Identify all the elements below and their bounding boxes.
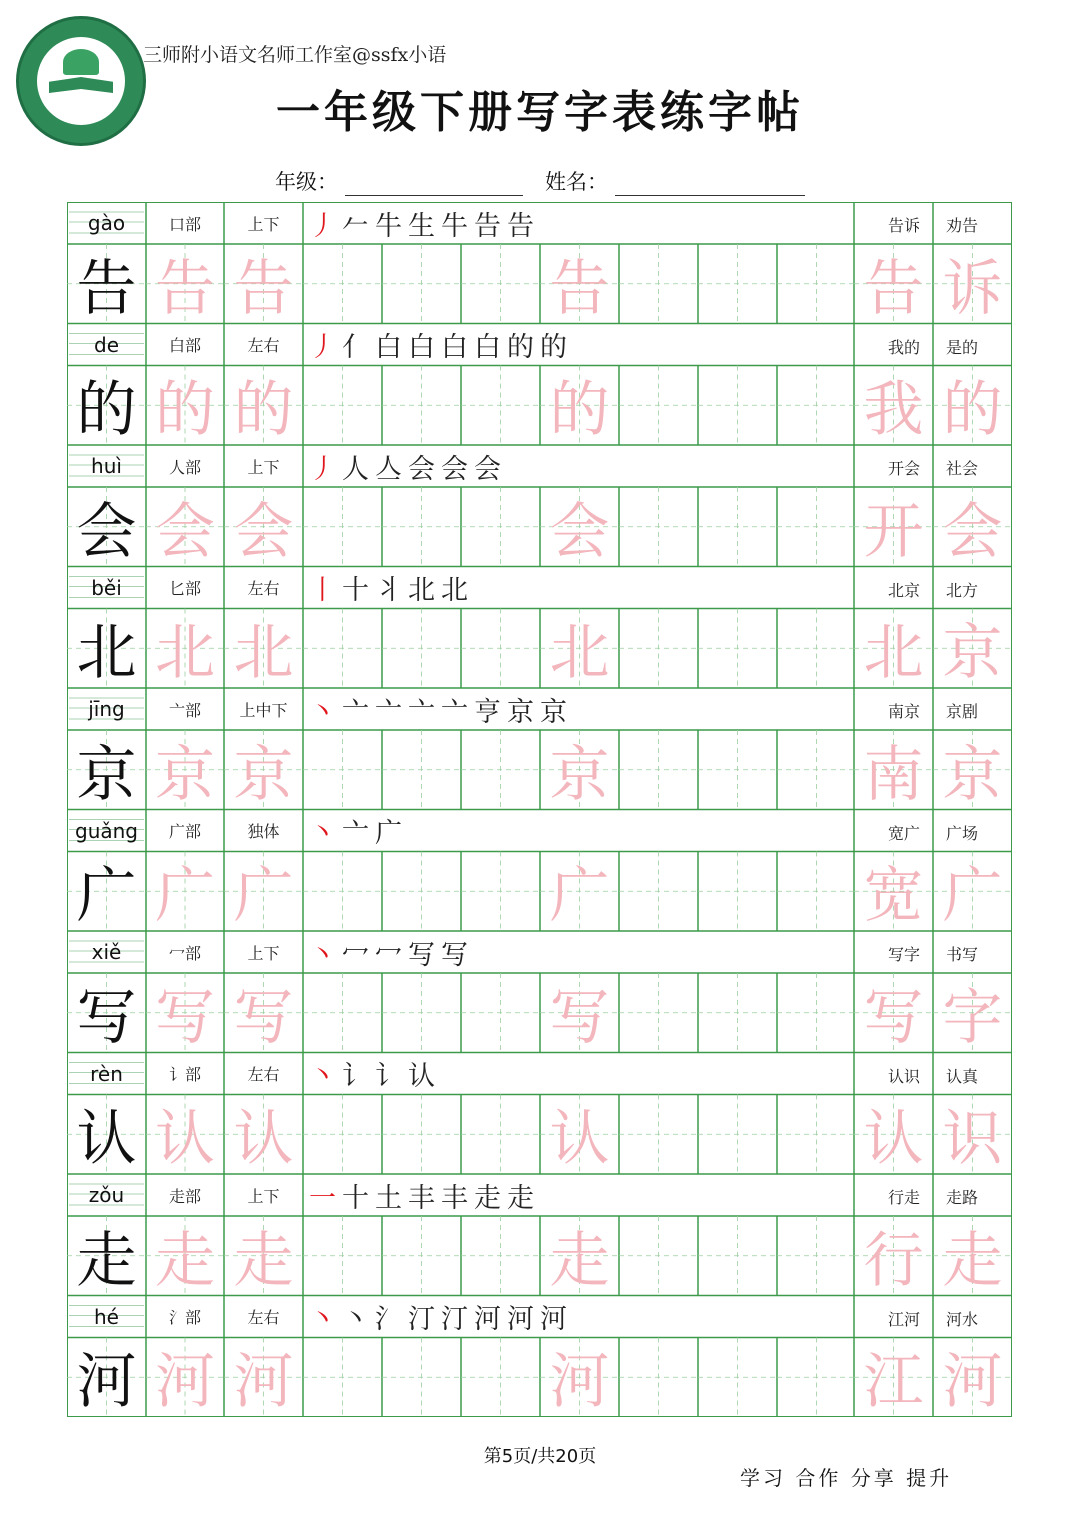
stroke-step: 丶 (309, 939, 336, 971)
stroke-step: 京 (540, 696, 567, 728)
model-character: 北 (76, 618, 137, 689)
practice-square[interactable] (619, 1216, 698, 1296)
stroke-order (309, 202, 534, 244)
trace-character: 认 (155, 1104, 215, 1175)
stroke-step: 会 (408, 453, 435, 485)
practice-square[interactable] (461, 730, 540, 810)
stroke-step: 河 (507, 1304, 534, 1335)
stroke-step: 亻 (342, 332, 369, 363)
practice-square[interactable] (461, 1216, 540, 1296)
trace-character: 走 (233, 1225, 294, 1296)
stroke-step: 的 (540, 332, 567, 363)
example-word: 江河 (887, 1309, 920, 1329)
word-trace-character: 识 (942, 1104, 1003, 1175)
stroke-step: 人 (342, 453, 369, 485)
stroke-step: 白 (375, 332, 402, 363)
structure-label: 上下 (247, 214, 280, 234)
practice-square[interactable] (461, 366, 540, 446)
stroke-step: 丰 (441, 1182, 468, 1214)
practice-square[interactable] (698, 487, 777, 567)
stroke-step: 丿 (309, 453, 336, 485)
practice-square[interactable] (382, 609, 461, 689)
practice-square[interactable] (777, 609, 856, 689)
word-trace-character: 南 (863, 739, 924, 810)
practice-square[interactable] (698, 1216, 777, 1296)
example-word: 南京 (887, 702, 920, 721)
stroke-step: 土 (375, 1182, 402, 1214)
practice-square[interactable] (777, 1338, 856, 1418)
trace-character: 写 (233, 982, 294, 1053)
practice-square[interactable] (303, 852, 382, 932)
practice-square[interactable] (619, 973, 698, 1053)
radical-label: 匕部 (168, 579, 201, 598)
example-word: 是的 (946, 337, 979, 357)
trace-character: 京 (233, 739, 294, 810)
practice-square[interactable] (461, 1338, 540, 1418)
stroke-step: 牛 (441, 210, 468, 242)
trace-character: 认 (549, 1104, 610, 1175)
grade-line[interactable] (345, 173, 523, 196)
practice-square[interactable] (382, 730, 461, 810)
example-word: 北京 (887, 580, 920, 600)
stroke-step: 冖 (342, 939, 369, 971)
model-character: 河 (76, 1347, 137, 1418)
structure-label: 上中下 (239, 700, 288, 720)
stroke-step: 亠 (342, 818, 369, 849)
example-word: 我的 (887, 337, 920, 357)
practice-square[interactable] (382, 1095, 461, 1175)
practice-square[interactable] (619, 1338, 698, 1418)
stroke-step: 广 (375, 818, 402, 849)
stroke-step: 丰 (408, 1182, 435, 1214)
practice-square[interactable] (619, 244, 698, 324)
stroke-step: 亠 (375, 696, 402, 728)
example-word: 开会 (887, 459, 920, 478)
example-word: 认识 (887, 1066, 920, 1086)
word-trace-character: 会 (942, 496, 1003, 567)
structure-label: 左右 (247, 1065, 280, 1084)
structure-label: 左右 (247, 1308, 280, 1327)
radical-label: 亠部 (168, 700, 201, 720)
practice-square[interactable] (461, 852, 540, 932)
pinyin-label: hé (94, 1304, 119, 1329)
stroke-step: 汀 (408, 1304, 435, 1335)
radical-label: 冖部 (168, 943, 201, 963)
stroke-step: 告 (507, 210, 534, 242)
word-trace-character: 河 (942, 1347, 1003, 1418)
radical-label: 氵部 (168, 1308, 201, 1327)
structure-label: 上下 (247, 1186, 280, 1206)
practice-square[interactable] (461, 1095, 540, 1175)
stroke-step: 丿 (309, 210, 336, 242)
example-word: 河水 (946, 1309, 979, 1329)
practice-square[interactable] (777, 730, 856, 810)
practice-square[interactable] (698, 973, 777, 1053)
practice-square[interactable] (619, 1095, 698, 1175)
stroke-order (309, 1296, 567, 1338)
practice-square[interactable] (698, 244, 777, 324)
trace-character: 走 (155, 1225, 215, 1296)
stroke-step: 会 (441, 453, 468, 485)
stroke-step: 丶 (309, 818, 336, 849)
practice-square[interactable] (303, 973, 382, 1053)
logo-tree-icon (63, 49, 99, 75)
practice-square[interactable] (619, 609, 698, 689)
trace-character: 广 (233, 861, 294, 932)
trace-character: 北 (233, 618, 294, 689)
stroke-step: 北 (408, 575, 435, 606)
grade-label: 年级： (275, 170, 338, 194)
stroke-step: 十 (342, 575, 369, 606)
practice-square[interactable] (382, 366, 461, 446)
page-number: 第5页/共20页 (483, 1446, 597, 1467)
example-words (854, 335, 1012, 358)
name-line[interactable] (615, 173, 805, 196)
pinyin-label: huì (91, 454, 122, 478)
example-words (854, 1307, 1012, 1330)
trace-character: 京 (155, 739, 215, 810)
trace-character: 告 (155, 253, 215, 324)
practice-square[interactable] (382, 487, 461, 567)
trace-character: 北 (549, 618, 610, 689)
trace-character: 广 (549, 861, 610, 932)
stroke-step: 牛 (375, 210, 402, 242)
practice-square[interactable] (777, 487, 856, 567)
practice-square[interactable] (303, 1338, 382, 1418)
trace-character: 京 (549, 739, 610, 810)
stroke-order (309, 567, 468, 609)
practice-square[interactable] (619, 730, 698, 810)
example-word: 走路 (946, 1188, 979, 1207)
pinyin-label: de (94, 332, 119, 357)
stroke-step: 走 (474, 1182, 501, 1214)
pinyin-label: zǒu (88, 1183, 125, 1207)
pinyin-label: jīng (88, 697, 125, 721)
model-character: 认 (76, 1104, 137, 1175)
name-label: 姓名： (545, 170, 608, 194)
model-character: 告 (76, 253, 137, 324)
word-trace-character: 开 (863, 496, 924, 567)
studio-name: 三师附小语文名师工作室@ssfx小语 (143, 44, 447, 66)
stroke-order (309, 445, 501, 487)
example-words (854, 1064, 1012, 1087)
practice-square[interactable] (619, 852, 698, 932)
practice-square[interactable] (698, 1095, 777, 1175)
pinyin-label: guǎng (75, 818, 138, 843)
example-word: 广场 (946, 823, 979, 843)
example-words (854, 699, 1012, 722)
example-words (854, 821, 1012, 844)
stroke-step: 丶 (342, 1304, 369, 1335)
practice-square[interactable] (619, 487, 698, 567)
example-word: 写字 (887, 945, 920, 964)
radical-label: 走部 (168, 1186, 201, 1206)
stroke-step: 走 (507, 1182, 534, 1214)
word-trace-character: 的 (942, 375, 1003, 446)
practice-square[interactable] (303, 1216, 382, 1296)
practice-sheet (67, 202, 1012, 1417)
word-trace-character: 诉 (942, 253, 1003, 324)
stroke-step: 写 (441, 939, 468, 971)
stroke-step: 亠 (441, 696, 468, 728)
stroke-step: 冖 (375, 939, 402, 971)
practice-square[interactable] (382, 1216, 461, 1296)
practice-square[interactable] (382, 852, 461, 932)
practice-square[interactable] (698, 609, 777, 689)
pinyin-label: gào (87, 211, 126, 235)
word-trace-character: 认 (863, 1104, 924, 1175)
stroke-step: 北 (441, 575, 468, 606)
pinyin-label: rèn (90, 1061, 123, 1086)
structure-label: 左右 (247, 336, 280, 355)
practice-square[interactable] (777, 366, 856, 446)
stroke-step: 会 (474, 453, 501, 485)
practice-square[interactable] (619, 366, 698, 446)
practice-square[interactable] (303, 1095, 382, 1175)
practice-square[interactable] (698, 852, 777, 932)
stroke-step: 亼 (375, 453, 402, 485)
word-trace-character: 我 (863, 375, 924, 446)
trace-character: 写 (549, 982, 610, 1053)
trace-character: 会 (233, 496, 294, 567)
trace-character: 告 (233, 253, 294, 324)
word-trace-character: 走 (942, 1225, 1003, 1296)
pinyin-label: běi (91, 575, 122, 600)
trace-character: 的 (549, 375, 610, 446)
model-character: 广 (76, 861, 137, 932)
trace-character: 广 (155, 861, 215, 932)
practice-square[interactable] (777, 244, 856, 324)
radical-label: 广部 (168, 822, 201, 841)
practice-square[interactable] (461, 487, 540, 567)
radical-label: 讠部 (168, 1065, 201, 1084)
stroke-order (309, 324, 567, 366)
stroke-step: 讠 (342, 1061, 369, 1092)
word-trace-character: 江 (863, 1347, 924, 1418)
stroke-step: 写 (408, 939, 435, 971)
practice-square[interactable] (461, 244, 540, 324)
word-trace-character: 写 (863, 982, 924, 1053)
practice-square[interactable] (461, 609, 540, 689)
stroke-step: 白 (441, 332, 468, 363)
stroke-step: 白 (408, 332, 435, 363)
structure-label: 上下 (247, 943, 280, 963)
name-field (545, 166, 805, 196)
trace-character: 会 (155, 496, 215, 567)
stroke-step: 丨 (309, 575, 336, 606)
example-word: 告诉 (887, 216, 920, 235)
stroke-step: 亠 (342, 696, 369, 728)
stroke-order (309, 810, 402, 852)
practice-square[interactable] (303, 730, 382, 810)
stroke-step: 一 (309, 1182, 336, 1214)
stroke-order (309, 1174, 534, 1216)
trace-character: 的 (155, 375, 215, 446)
stroke-step: 丶 (309, 1304, 336, 1335)
example-words (854, 1185, 1012, 1208)
practice-square[interactable] (777, 1095, 856, 1175)
example-words (854, 213, 1012, 236)
stroke-step: 丬 (375, 575, 402, 606)
example-word: 北方 (946, 580, 979, 600)
practice-square[interactable] (777, 1216, 856, 1296)
stroke-step: 汀 (441, 1304, 468, 1335)
example-words (854, 942, 1012, 965)
practice-square[interactable] (303, 487, 382, 567)
structure-label: 左右 (247, 579, 280, 598)
example-word: 京剧 (946, 702, 979, 721)
word-trace-character: 告 (863, 253, 924, 324)
trace-character: 北 (155, 618, 215, 689)
practice-square[interactable] (303, 244, 382, 324)
stroke-order (309, 1053, 435, 1095)
grade-field (275, 166, 523, 196)
model-character: 京 (76, 739, 137, 810)
stroke-step: 告 (474, 210, 501, 242)
practice-square[interactable] (777, 852, 856, 932)
trace-character: 会 (549, 496, 610, 567)
practice-square[interactable] (777, 973, 856, 1053)
model-character: 写 (76, 982, 137, 1053)
word-trace-character: 字 (942, 982, 1003, 1053)
example-word: 书写 (946, 945, 979, 964)
practice-square[interactable] (698, 730, 777, 810)
radical-label: 白部 (168, 336, 201, 355)
word-trace-character: 京 (942, 618, 1003, 689)
practice-square[interactable] (461, 973, 540, 1053)
trace-character: 河 (155, 1347, 215, 1418)
stroke-step: 河 (474, 1304, 501, 1335)
trace-character: 的 (233, 375, 294, 446)
structure-label: 独体 (247, 822, 280, 841)
page-title: 一年级下册写字表练字帖 (276, 87, 804, 138)
stroke-step: 丶 (309, 1061, 336, 1092)
word-trace-character: 京 (942, 739, 1003, 810)
stroke-step: 讠 (375, 1061, 402, 1092)
practice-square[interactable] (698, 1338, 777, 1418)
stroke-step: 丶 (309, 696, 336, 728)
example-word: 劝告 (946, 216, 979, 235)
stroke-step: 河 (540, 1304, 567, 1335)
stroke-step: 亨 (474, 696, 501, 728)
example-word: 认真 (946, 1066, 979, 1086)
stroke-step: 京 (507, 696, 534, 728)
practice-square[interactable] (382, 1338, 461, 1418)
word-trace-character: 行 (863, 1225, 924, 1296)
example-words (854, 456, 1012, 479)
practice-square[interactable] (303, 366, 382, 446)
radical-label: 人部 (168, 457, 201, 477)
stroke-step: 认 (408, 1061, 435, 1092)
stroke-step: 生 (408, 210, 435, 242)
word-trace-character: 北 (863, 618, 924, 689)
trace-character: 走 (549, 1225, 610, 1296)
word-trace-character: 宽 (863, 861, 924, 932)
word-trace-character: 广 (942, 861, 1003, 932)
model-character: 的 (76, 375, 137, 446)
example-word: 行走 (887, 1188, 920, 1207)
model-character: 会 (76, 496, 137, 567)
stroke-step: 的 (507, 332, 534, 363)
stroke-order (309, 931, 468, 973)
trace-character: 告 (549, 253, 610, 324)
stroke-step: 丿 (309, 332, 336, 363)
stroke-step: 十 (342, 1182, 369, 1214)
stroke-step: 氵 (375, 1304, 402, 1335)
example-word: 社会 (946, 459, 979, 478)
motto: 学习 合作 分享 提升 (740, 1466, 953, 1490)
example-word: 宽广 (887, 823, 920, 843)
model-character: 走 (76, 1225, 137, 1296)
stroke-step: 亠 (408, 696, 435, 728)
trace-character: 河 (549, 1347, 610, 1418)
practice-square[interactable] (382, 973, 461, 1053)
practice-square[interactable] (698, 366, 777, 446)
trace-character: 写 (155, 982, 215, 1053)
pinyin-label: xiě (91, 940, 122, 964)
structure-label: 上下 (247, 457, 280, 477)
trace-character: 认 (233, 1104, 294, 1175)
practice-square[interactable] (382, 244, 461, 324)
stroke-step: 𠂉 (342, 210, 369, 242)
stroke-order (309, 688, 567, 730)
radical-label: 口部 (168, 214, 201, 234)
trace-character: 河 (233, 1347, 294, 1418)
example-words (854, 578, 1012, 601)
stroke-step: 白 (474, 332, 501, 363)
practice-square[interactable] (303, 609, 382, 689)
